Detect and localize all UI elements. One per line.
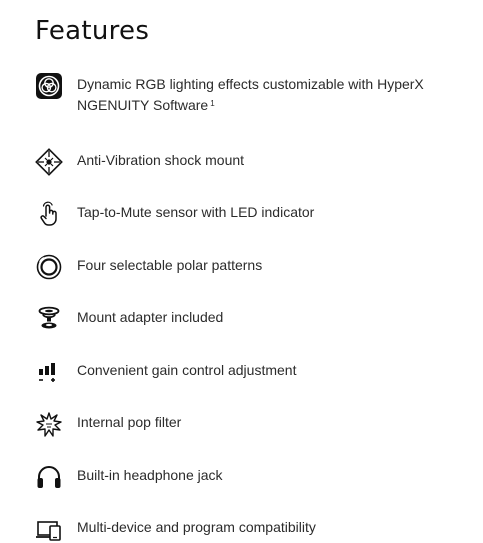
feature-label-gain-control: Convenient gain control adjustment [77,362,297,378]
tap-to-mute-icon [35,200,63,228]
feature-label-mount-adapter: Mount adapter included [77,309,224,325]
feature-item-shock-mount [35,148,475,176]
footnote-marker[interactable]: 1 [210,99,215,108]
polar-patterns-icon [35,253,63,281]
pop-filter-icon [35,410,63,438]
feature-item-multi-device [35,515,475,543]
feature-item-mount-adapter [35,305,475,333]
shock-mount-icon [35,148,63,176]
feature-item-headphone-jack [35,463,475,491]
feature-label-shock-mount: Anti-Vibration shock mount [77,152,245,168]
feature-label-multi-device: Multi-device and program compatibility [77,519,316,535]
feature-label-polar-patterns: Four selectable polar patterns [77,257,263,273]
features-heading: Features [35,16,150,46]
features-section [35,14,475,535]
feature-label-headphone-jack: Built-in headphone jack [77,467,223,483]
rgb-lighting-icon [35,72,63,100]
mount-adapter-icon [35,305,63,333]
feature-label-rgb-lighting: Dynamic RGB lighting effects customizable with HyperX NGENUITY Software $^1$ [77,76,424,113]
feature-item-tap-to-mute [35,200,475,228]
feature-item-rgb-lighting [35,72,475,116]
feature-item-pop-filter [35,410,475,438]
feature-label-tap-to-mute: Tap-to-Mute sensor with LED indicator [77,204,315,220]
gain-control-icon [35,358,63,386]
feature-item-polar-patterns [35,253,475,281]
feature-label-pop-filter: Internal pop filter [77,414,182,430]
headphone-jack-icon [35,463,63,491]
multi-device-icon [35,515,63,543]
feature-item-gain-control [35,358,475,386]
